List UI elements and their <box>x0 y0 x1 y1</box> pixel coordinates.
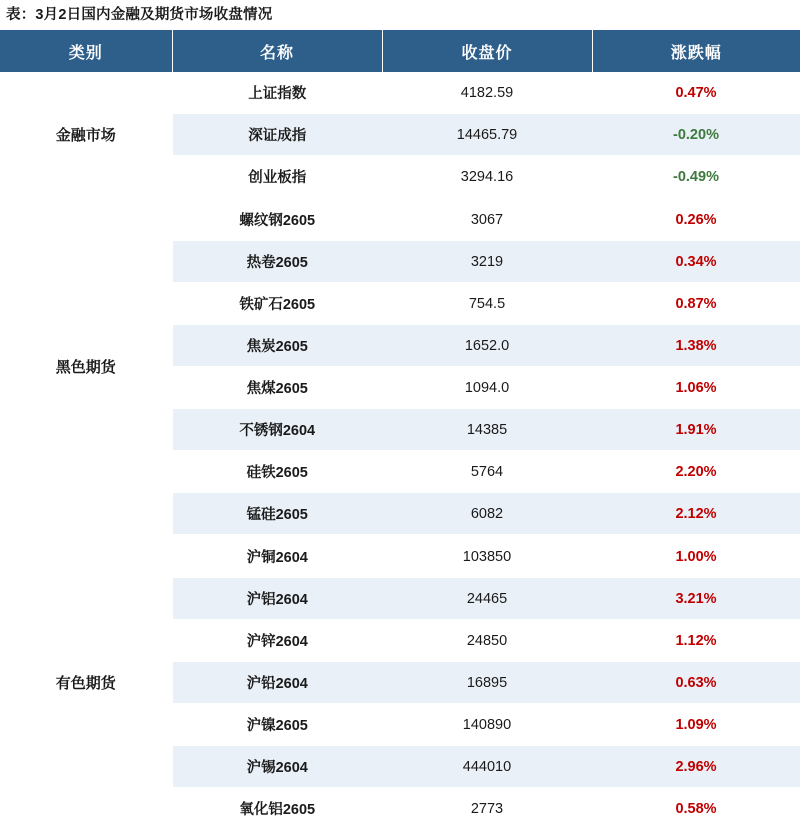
instrument-name-cell: 沪铅2604 <box>172 662 382 704</box>
instrument-name-cell: 铁矿石2605 <box>172 283 382 325</box>
change-pct-cell: 1.09% <box>592 704 800 746</box>
change-pct-cell: 0.63% <box>592 662 800 704</box>
instrument-name-cell: 不锈钢2604 <box>172 409 382 451</box>
change-pct-cell: 2.12% <box>592 493 800 536</box>
close-price-cell: 5764 <box>382 451 592 493</box>
category-cell: 黑色期货 <box>0 198 172 535</box>
close-price-cell: 103850 <box>382 535 592 578</box>
close-price-cell: 754.5 <box>382 283 592 325</box>
close-price-cell: 16895 <box>382 662 592 704</box>
table-row <box>0 535 800 578</box>
close-price-cell: 4182.59 <box>382 72 592 114</box>
change-pct-cell: 0.87% <box>592 283 800 325</box>
column-header-name: 名称 <box>172 30 382 72</box>
change-pct-cell: 1.00% <box>592 535 800 578</box>
close-price-cell: 6082 <box>382 493 592 536</box>
instrument-name-cell: 沪铜2604 <box>172 535 382 578</box>
close-price-cell: 1094.0 <box>382 367 592 409</box>
change-pct-cell: -0.20% <box>592 114 800 156</box>
instrument-name-cell: 氧化铝2605 <box>172 788 382 830</box>
table-row <box>0 72 800 114</box>
column-header-category: 类别 <box>0 30 172 72</box>
instrument-name-cell: 沪铝2604 <box>172 578 382 620</box>
instrument-name-cell: 热卷2605 <box>172 241 382 283</box>
change-pct-cell: 0.26% <box>592 198 800 241</box>
close-price-cell: 14385 <box>382 409 592 451</box>
instrument-name-cell: 焦炭2605 <box>172 325 382 367</box>
close-price-cell: 14465.79 <box>382 114 592 156</box>
instrument-name-cell: 沪镍2605 <box>172 704 382 746</box>
table-header <box>0 30 800 72</box>
close-price-cell: 2773 <box>382 788 592 830</box>
table-caption: 表：3月2日国内金融及期货市场收盘情况 <box>6 7 273 23</box>
category-cell: 金融市场 <box>0 72 172 198</box>
close-price-cell: 24850 <box>382 620 592 662</box>
change-pct-cell: 1.91% <box>592 409 800 451</box>
market-table <box>0 30 800 830</box>
close-price-cell: 3067 <box>382 198 592 241</box>
column-header-change-pct: 涨跌幅 <box>592 30 800 72</box>
change-pct-cell: 0.58% <box>592 788 800 830</box>
change-pct-cell: 1.38% <box>592 325 800 367</box>
instrument-name-cell: 硅铁2605 <box>172 451 382 493</box>
change-pct-cell: 3.21% <box>592 578 800 620</box>
instrument-name-cell: 焦煤2605 <box>172 367 382 409</box>
instrument-name-cell: 深证成指 <box>172 114 382 156</box>
close-price-cell: 3219 <box>382 241 592 283</box>
table-row <box>0 198 800 241</box>
column-header-close-price: 收盘价 <box>382 30 592 72</box>
close-price-cell: 3294.16 <box>382 156 592 199</box>
instrument-name-cell: 沪锌2604 <box>172 620 382 662</box>
change-pct-cell: 0.47% <box>592 72 800 114</box>
close-price-cell: 444010 <box>382 746 592 788</box>
change-pct-cell: 0.34% <box>592 241 800 283</box>
close-price-cell: 140890 <box>382 704 592 746</box>
instrument-name-cell: 沪锡2604 <box>172 746 382 788</box>
category-cell: 有色期货 <box>0 535 172 830</box>
close-price-cell: 24465 <box>382 578 592 620</box>
change-pct-cell: -0.49% <box>592 156 800 199</box>
instrument-name-cell: 螺纹钢2605 <box>172 198 382 241</box>
table-body <box>0 72 800 830</box>
instrument-name-cell: 创业板指 <box>172 156 382 199</box>
change-pct-cell: 1.12% <box>592 620 800 662</box>
header-row <box>0 30 800 72</box>
change-pct-cell: 2.20% <box>592 451 800 493</box>
instrument-name-cell: 上证指数 <box>172 72 382 114</box>
instrument-name-cell: 锰硅2605 <box>172 493 382 536</box>
change-pct-cell: 2.96% <box>592 746 800 788</box>
close-price-cell: 1652.0 <box>382 325 592 367</box>
change-pct-cell: 1.06% <box>592 367 800 409</box>
